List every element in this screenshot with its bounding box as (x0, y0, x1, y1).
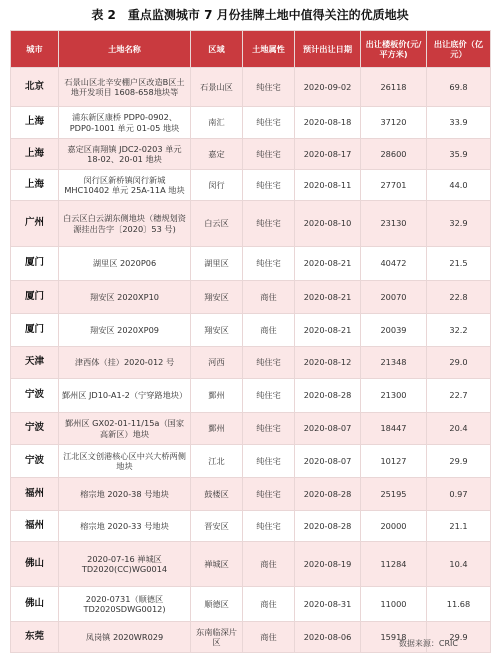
cell-date: 2020-08-18 (295, 107, 361, 139)
cell-area: 南汇 (191, 107, 243, 139)
cell-land-type: 纯住宅 (243, 170, 295, 201)
cell-land-type: 纯住宅 (243, 478, 295, 511)
cell-date: 2020-08-21 (295, 314, 361, 347)
cell-land-name: 浦东新区康桥 PDP0-0902、PDP0-1001 单元 01-05 地块 (59, 107, 191, 139)
cell-land-name: 榕宗地 2020-38 号地块 (59, 478, 191, 511)
cell-area: 鄞州 (191, 379, 243, 413)
table-body (11, 68, 491, 653)
cell-area: 东南临深片区 (191, 622, 243, 653)
cell-base-price: 10.4 (427, 542, 491, 587)
cell-floor-price: 23130 (361, 201, 427, 247)
land-table (10, 30, 491, 653)
table-row (11, 201, 491, 247)
cell-base-price: 44.0 (427, 170, 491, 201)
cell-floor-price: 15918 (361, 622, 427, 653)
cell-city: 福州 (11, 478, 59, 511)
cell-base-price: 20.4 (427, 413, 491, 445)
table-row (11, 511, 491, 542)
cell-city: 上海 (11, 170, 59, 201)
cell-land-type: 纯住宅 (243, 379, 295, 413)
cell-area: 翔安区 (191, 281, 243, 314)
table-row (11, 379, 491, 413)
cell-land-name: 2020-07-16 禅城区 TD2020(CC)WG0014 (59, 542, 191, 587)
cell-city: 福州 (11, 511, 59, 542)
cell-base-price: 22.7 (427, 379, 491, 413)
cell-land-name: 榕宗地 2020-33 号地块 (59, 511, 191, 542)
column-header: 城市 (11, 31, 59, 68)
table-row (11, 170, 491, 201)
cell-area: 白云区 (191, 201, 243, 247)
cell-base-price: 21.1 (427, 511, 491, 542)
cell-land-type: 纯住宅 (243, 201, 295, 247)
cell-date: 2020-08-21 (295, 281, 361, 314)
cell-date: 2020-08-21 (295, 247, 361, 281)
cell-floor-price: 37120 (361, 107, 427, 139)
cell-area: 江北 (191, 445, 243, 478)
cell-city: 天津 (11, 347, 59, 379)
cell-floor-price: 20039 (361, 314, 427, 347)
column-header: 出让楼板价(元/平方米) (361, 31, 427, 68)
cell-city: 佛山 (11, 587, 59, 622)
cell-date: 2020-08-11 (295, 170, 361, 201)
cell-land-type: 纯住宅 (243, 107, 295, 139)
cell-floor-price: 10127 (361, 445, 427, 478)
cell-floor-price: 11284 (361, 542, 427, 587)
cell-land-type: 商住 (243, 281, 295, 314)
cell-land-type: 纯住宅 (243, 247, 295, 281)
cell-date: 2020-09-02 (295, 68, 361, 107)
cell-land-name: 2020-0731（顺德区 TD2020SDWG0012) (59, 587, 191, 622)
cell-date: 2020-08-19 (295, 542, 361, 587)
cell-date: 2020-08-28 (295, 379, 361, 413)
cell-area: 鄞州 (191, 413, 243, 445)
column-header: 预计出让日期 (295, 31, 361, 68)
cell-floor-price: 20070 (361, 281, 427, 314)
table-row (11, 445, 491, 478)
cell-city: 广州 (11, 201, 59, 247)
cell-city: 宁波 (11, 445, 59, 478)
table-row (11, 314, 491, 347)
cell-land-name: 闵行区新桥镇闵行新城 MHC10402 单元 25A-11A 地块 (59, 170, 191, 201)
cell-floor-price: 26118 (361, 68, 427, 107)
cell-area: 翔安区 (191, 314, 243, 347)
cell-land-type: 商住 (243, 587, 295, 622)
cell-land-name: 凤岗镇 2020WR029 (59, 622, 191, 653)
cell-date: 2020-08-07 (295, 413, 361, 445)
cell-date: 2020-08-10 (295, 201, 361, 247)
cell-land-name: 江北区文创港核心区中兴大桥两侧地块 (59, 445, 191, 478)
cell-base-price: 69.8 (427, 68, 491, 107)
cell-date: 2020-08-28 (295, 478, 361, 511)
cell-date: 2020-08-12 (295, 347, 361, 379)
cell-area: 河西 (191, 347, 243, 379)
page-title: 表 2 重点监测城市 7 月份挂牌土地中值得关注的优质地块 (91, 8, 409, 22)
cell-city: 佛山 (11, 542, 59, 587)
cell-area: 闵行 (191, 170, 243, 201)
cell-floor-price: 11000 (361, 587, 427, 622)
cell-land-type: 商住 (243, 314, 295, 347)
cell-area: 嘉定 (191, 139, 243, 170)
cell-floor-price: 28600 (361, 139, 427, 170)
cell-base-price: 11.68 (427, 587, 491, 622)
table-row (11, 68, 491, 107)
cell-area: 石景山区 (191, 68, 243, 107)
cell-base-price: 33.9 (427, 107, 491, 139)
table-header-row (11, 31, 491, 68)
cell-floor-price: 18447 (361, 413, 427, 445)
column-header: 区域 (191, 31, 243, 68)
cell-base-price: 29.9 (427, 622, 491, 653)
cell-city: 上海 (11, 139, 59, 170)
cell-base-price: 29.0 (427, 347, 491, 379)
cell-land-name: 嘉定区南翔镇 JDC2-0203 单元 18-02、20-01 地块 (59, 139, 191, 170)
cell-land-name: 湖里区 2020P06 (59, 247, 191, 281)
table-row (11, 139, 491, 170)
cell-city: 厦门 (11, 247, 59, 281)
cell-land-type: 纯住宅 (243, 139, 295, 170)
cell-base-price: 29.9 (427, 445, 491, 478)
table-row (11, 587, 491, 622)
cell-land-name: 白云区白云湖东侧地块（穗规划资源挂出告字〔2020〕53 号) (59, 201, 191, 247)
table-row (11, 107, 491, 139)
cell-base-price: 32.9 (427, 201, 491, 247)
table-row (11, 413, 491, 445)
cell-land-type: 纯住宅 (243, 445, 295, 478)
cell-floor-price: 25195 (361, 478, 427, 511)
cell-date: 2020-08-07 (295, 445, 361, 478)
cell-land-type: 商住 (243, 542, 295, 587)
cell-land-type: 纯住宅 (243, 413, 295, 445)
column-header: 出让底价（亿元） (427, 31, 491, 68)
cell-land-name: 鄞州区 GX02-01-11/15a（国家高新区）地块 (59, 413, 191, 445)
cell-base-price: 35.9 (427, 139, 491, 170)
cell-city: 厦门 (11, 281, 59, 314)
cell-base-price: 32.2 (427, 314, 491, 347)
cell-floor-price: 21348 (361, 347, 427, 379)
cell-date: 2020-08-31 (295, 587, 361, 622)
cell-area: 晋安区 (191, 511, 243, 542)
table-row (11, 247, 491, 281)
cell-floor-price: 27701 (361, 170, 427, 201)
cell-floor-price: 21300 (361, 379, 427, 413)
cell-area: 鼓楼区 (191, 478, 243, 511)
cell-city: 上海 (11, 107, 59, 139)
cell-floor-price: 40472 (361, 247, 427, 281)
column-header: 土地属性 (243, 31, 295, 68)
cell-city: 宁波 (11, 379, 59, 413)
cell-base-price: 22.8 (427, 281, 491, 314)
cell-area: 顺德区 (191, 587, 243, 622)
cell-base-price: 21.5 (427, 247, 491, 281)
table-row (11, 542, 491, 587)
cell-city: 厦门 (11, 314, 59, 347)
cell-land-type: 纯住宅 (243, 511, 295, 542)
column-header: 土地名称 (59, 31, 191, 68)
cell-date: 2020-08-28 (295, 511, 361, 542)
cell-base-price: 0.97 (427, 478, 491, 511)
table-row (11, 347, 491, 379)
cell-land-type: 商住 (243, 622, 295, 653)
cell-area: 湖里区 (191, 247, 243, 281)
cell-land-type: 纯住宅 (243, 68, 295, 107)
cell-land-name: 石景山区北辛安棚户区改造B区土地开发项目 1608-658地块等 (59, 68, 191, 107)
cell-land-name: 津西体（挂）2020-012 号 (59, 347, 191, 379)
cell-city: 宁波 (11, 413, 59, 445)
cell-date: 2020-08-06 (295, 622, 361, 653)
table-row (11, 281, 491, 314)
table-row (11, 478, 491, 511)
cell-land-name: 翔安区 2020XP09 (59, 314, 191, 347)
cell-floor-price: 20000 (361, 511, 427, 542)
cell-date: 2020-08-17 (295, 139, 361, 170)
cell-city: 东莞 (11, 622, 59, 653)
cell-land-name: 翔安区 2020XP10 (59, 281, 191, 314)
cell-land-name: 鄞州区 JD10-A1-2（宁穿路地块） (59, 379, 191, 413)
cell-city: 北京 (11, 68, 59, 107)
cell-area: 禅城区 (191, 542, 243, 587)
cell-land-type: 纯住宅 (243, 347, 295, 379)
source-note: 数据来源：CRIC (398, 639, 458, 648)
